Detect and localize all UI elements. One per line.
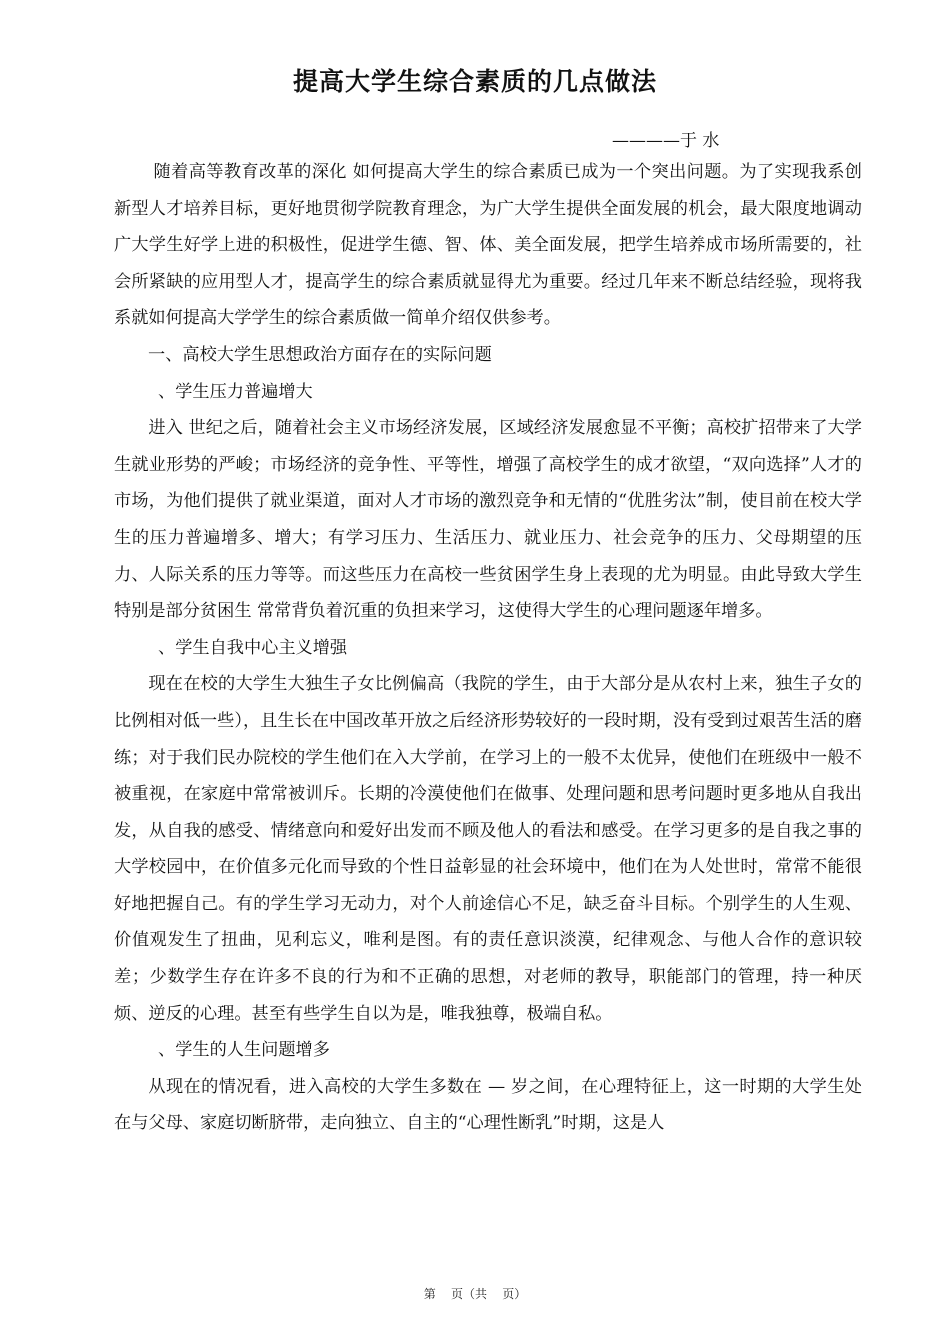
document-body — [114, 154, 862, 1142]
body-paragraph-life-issues: 从现在的情况看，进入高校的大学生多数在 — 岁之间，在心理特征上，这一时期的大学生处在与父母、家庭切断脐带，走向独立、自主的“心理性断乳”时期，这是人 — [114, 1076, 862, 1134]
subsection-heading-3: 、学生的人生问题增多 — [158, 1040, 330, 1061]
subsection-heading-1: 、学生压力普遍增大 — [158, 381, 313, 402]
subsection-heading-2: 、学生自我中心主义增强 — [158, 637, 348, 658]
body-paragraph-self-centered: 现在在校的大学生大独生子女比例偏高（我院的学生，由于大部分是从农村上来，独生子女的比例相对低一些），且生长在中国改革开放之后经济形势较好的一段时期，没有受到过艰苦生活的磨练；对于我们民办院校的学生他们在入大学前，在学习上的一般不太优异，使他们在班级中一般不被重视，在家庭中常常被训斥。长期的冷漠使他们在做事、处理问题和思考问题时更多地从自我出发，从自我的感受、情绪意向和爱好出发而不顾及他人的看法和感受。在学习更多的是自我之事的大学校园中，在价值多元化而导致的个性日益彰显的社会环境中，他们在为人处世时，常常不能很好地把握自己。有的学生学习无动力，对个人前途信心不足，缺乏奋斗目标。个别学生的人生观、价值观发生了扭曲，见利忘义，唯利是图。有的责任意识淡漠，纪律观念、与他人合作的意识较差；少数学生存在许多不良的行为和不正确的思想，对老师的教导，职能部门的管理，持一种厌烦、逆反的心理。甚至有些学生自以为是，唯我独尊，极端自私。 — [114, 674, 862, 1024]
author-line: ————于 水 — [612, 131, 720, 151]
page-footer: 第 页（共 页） — [423, 1287, 527, 1301]
document-title: 提高大学生综合素质的几点做法 — [292, 67, 657, 96]
section-heading-1: 一、高校大学生思想政治方面存在的实际问题 — [148, 344, 492, 365]
body-paragraph-pressure: 进入 世纪之后，随着社会主义市场经济发展，区域经济发展愈显不平衡；高校扩招带来了大学生就业形势的严峻；市场经济的竞争性、平等性，增强了高校学生的成才欲望，“双向选择”人才的市场，为他们提供了就业渠道，面对人才市场的激烈竞争和无情的“优胜劣汰”制，使目前在校大学生的压力普遍增多、增大；有学习压力、生活压力、就业压力、社会竞争的压力、父母期望的压力、人际关系的压力等等。而这些压力在高校一些贫困学生身上表现的尤为明显。由此导致大学生 特别是部分贫困生 常常背负着沉重的负担来学习，这使得大学生的心理问题逐年增多。 — [114, 418, 862, 622]
intro-paragraph: 随着高等教育改革的深化 如何提高大学生的综合素质已成为一个突出问题。为了实现我系创新型人才培养目标，更好地贯彻学院教育理念，为广大学生提供全面发展的机会，最大限度地调动广大学生好学上进的积极性，促进学生德、智、体、美全面发展，把学生培养成市场所需要的，社会所紧缺的应用型人才，提高学生的综合素质就显得尤为重要。经过几年来不断总结经验，现将我系就如何提高大学学生的综合素质做一简单介绍仅供参考。 — [114, 162, 862, 329]
